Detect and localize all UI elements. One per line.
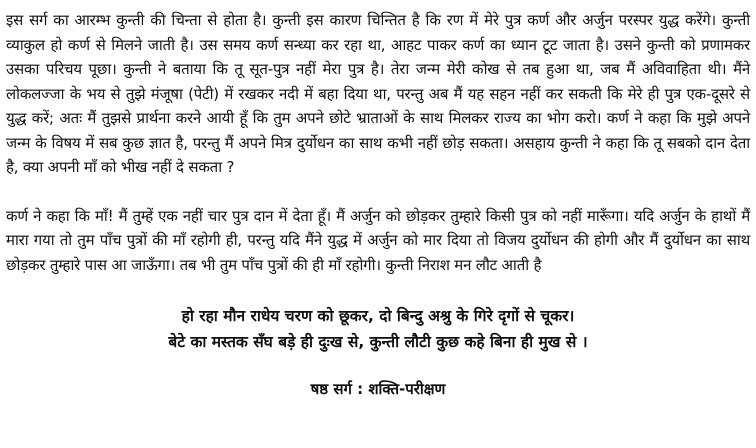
paragraph-kunti-visits-karna: इस सर्ग का आरम्भ कुन्ती की चिन्ता से होता है। कुन्ती इस कारण चिन्तित है कि रण में मेरे पुत्र कर्ण और अर्जुन परस्पर युद्ध करेंगे। कुन्ती व्याकुल हो कर्ण से मिलने जाती है। उस समय कर्ण सन्ध्या कर रहा था, आहट पाकर कर्ण का ध्यान टूट जाता है। उसने कुन्ती को प्रणामकर उसका परिचय पूछा। कुन्ती ने बताया कि तू सूत-पुत्र नहीं मेरा पुत्र है। तेरा जन्म मेरी कोख से तब हुआ था, जब मैं अविवाहिता थी। मैंने लोकलज्जा के भय से तुझे मंजूषा (पेटी) में रखकर नदी में बहा दिया था, परन्तु अब मैं यह सहन नहीं कर सकती कि मेरे ही पुत्र एक-दूसरे से युद्ध करें; अतः मैं तुझसे प्रार्थना करने आयी हूँ कि तुम अपने छोटे भ्राताओं के साथ मिलकर राज्य का भोग करो। कर्ण ने कहा कि मुझे अपने जन्म के विषय में सब कुछ ज्ञात है, परन्तु मैं अपने मित्र दुर्योधन का साथ कभी नहीं छोड़ सकता। असहाय कुन्ती ने कहा कि तू सबको दान देता है, क्या अपनी माँ को भीख नहीं दे सकता ? [6, 11, 750, 176]
paragraph-karna-reply: कर्ण ने कहा कि माँ! मैं तुम्हें एक नहीं चार पुत्र दान में देता हूँ। मैं अर्जुन को छोड़कर तुम्हारे किसी पुत्र को नहीं मारूँगा। यदि अर्जुन के हाथों मैं मारा गया तो तुम पाँच पुत्रों की माँ रहोगी ही, परन्तु यदि मैंने युद्ध में अर्जुन को मार दिया तो विजय दुर्योधन की होगी और मैं दुर्योधन का साथ छोड़कर तुम्हारे पास आ जाऊँगा। तब भी तुम पाँच पुत्रों की ही माँ रहोगी। कुन्ती निराश मन लौट आती है [6, 206, 750, 274]
verse-line: हो रहा मौन राधेय चरण को छूकर, दो बिन्दु अश्रु के गिरे दृगों से चूकर। [181, 307, 575, 325]
section-heading: षष्ठ सर्ग : शक्ति-परीक्षण [310, 380, 446, 398]
verse-block [6, 303, 750, 355]
verse-line: बेटे का मस्तक सँघ बड़े ही दुःख से, कुन्ती लौटी कुछ कहे बिना ही मुख से । [168, 333, 588, 351]
